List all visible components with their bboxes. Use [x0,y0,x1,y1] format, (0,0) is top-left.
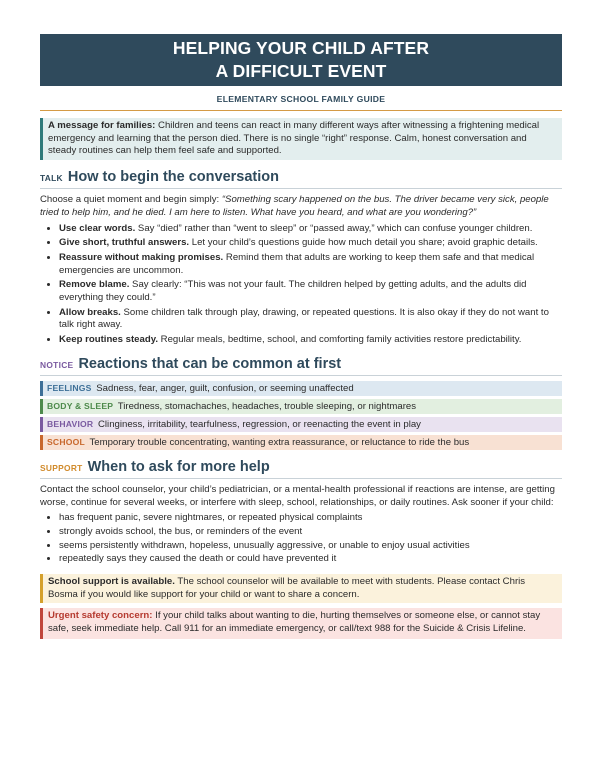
urgent-safety-callout [40,608,562,638]
reaction-behavior [40,417,562,432]
tip-label: Give short, truthful answers. [59,237,190,249]
talk-heading: How to begin the conversation [67,169,279,186]
talk-intro-quote: “Something scary happened on the bus. The driver became very sick, people tried to help him, and he died. I am here to listen. What have you heard, and what are you wondering?” [40,194,549,218]
school-support-text: The school counselor will be available to meet with students. Please contact Chris Bosma if you would like support for your child or want to share a concern. [48,576,526,600]
notice-section-heading [40,356,562,376]
talk-intro [40,194,562,219]
talk-section-heading [40,169,562,189]
reaction-feelings [40,381,562,396]
title-banner [40,34,562,86]
notice-tag: NOTICE [40,359,74,370]
tip-text: Remind them that adults are working to keep them safe and that medical emergencies are uncommon. [59,251,535,276]
list-item [59,307,562,332]
reaction-body-sleep [40,399,562,414]
list-item: • seems persistently withdrawn, hopeless, unusually aggressive, or unable to enjoy usual activities [59,540,562,553]
school-support-label: School support is available. [48,576,175,588]
tip-label: Remove blame. [59,279,130,291]
title-line-2: A DIFFICULT EVENT [215,61,387,81]
list-item: • strongly avoids school, the bus, or reminders of the event [59,526,562,539]
talk-intro-text: Choose a quiet moment and begin simply: [40,194,222,206]
list-item [59,237,562,250]
warning-signs-list [40,512,562,566]
tip-label: Use clear words. [59,222,136,234]
reaction-school [40,435,562,450]
tip-label: Allow breaks. [59,306,121,318]
reaction-text: Tiredness, stomachaches, headaches, trouble sleeping, or nightmares [117,400,417,412]
notice-heading: Reactions that can be common at first [78,355,342,372]
family-message-text: Children and teens can react in many different ways after witnessing a frightening medical emergency and learning that the person died. There is no single “right” response. Calm, honest conversation and steady routines can help them feel safe and supported. [48,120,540,157]
urgent-label: Urgent safety concern: [48,610,153,622]
subtitle: ELEMENTARY SCHOOL FAMILY GUIDE [40,94,562,111]
tip-label: Reassure without making promises. [59,251,224,263]
talk-tips-list [40,223,562,347]
list-item: • has frequent panic, severe nightmares, or repeated physical complaints [59,512,562,525]
reaction-label: SCHOOL [47,436,85,447]
reaction-text: Temporary trouble concentrating, wanting extra reassurance, or reluctance to ride the bus [89,436,470,448]
support-heading: When to ask for more help [87,458,270,475]
reaction-label: BEHAVIOR [47,418,94,429]
reaction-text: Clinginess, irritability, tearfulness, regression, or reenacting the event in play [98,418,421,430]
reaction-label: BODY & SLEEP [47,400,114,411]
reactions-list [40,381,562,450]
tip-text: Let your child’s questions guide how much detail you share; avoid graphic details. [189,237,538,249]
tip-text: Regular meals, bedtime, school, and comforting family activities restore predictability. [158,334,522,346]
list-item [59,223,562,236]
reaction-text: Sadness, fear, anger, guilt, confusion, or seeming unaffected [96,382,354,394]
list-item [59,334,562,347]
talk-tag: TALK [40,173,63,184]
list-item [59,252,562,277]
school-support-callout [40,574,562,603]
flyer [40,34,562,639]
support-section-heading [40,459,562,479]
list-item [59,279,562,304]
tip-text: Say clearly: “This was not your fault. The children helped by getting adults, and the adults did everything they could.” [59,279,527,304]
list-item: • repeatedly says they caused the death or could have prevented it [59,553,562,566]
support-intro: Contact the school counselor, your child’s pediatrician, or a mental-health professional if reactions are intense, are getting worse, continue for several weeks, or interfere with sleep, school, relationships, or daily routines. Ask sooner if your child: [40,483,555,508]
family-message-label: A message for families: [48,120,156,131]
support-tag: SUPPORT [40,462,83,473]
tip-text: Say “died” rather than “went to sleep” or “passed away,” which can confuse younger children. [135,222,533,234]
tip-label: Keep routines steady. [59,334,158,346]
tip-text: Some children talk through play, drawing, or repeated questions. It is also okay if they do not want to talk right away. [59,306,549,331]
family-message-callout [40,118,562,160]
urgent-text: If your child talks about wanting to die, hurting themselves or someone else, or cannot stay safe, seek immediate help. Call 911 for an immediate emergency, or call/text 988 for the Suicide & Crisis Lifeline. [48,610,541,635]
reaction-label: FEELINGS [47,382,92,393]
title-line-1: HELPING YOUR CHILD AFTER [172,38,430,58]
